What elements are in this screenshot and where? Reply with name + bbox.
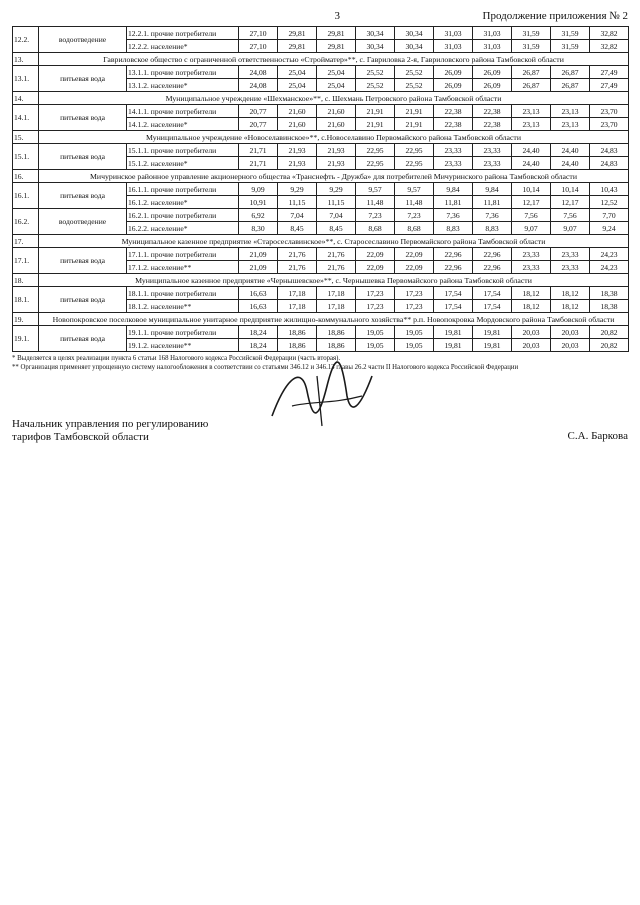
tariff-value: 22,38 — [473, 105, 512, 118]
tariff-value: 22,09 — [395, 248, 434, 261]
tariff-value: 31,59 — [551, 40, 590, 53]
tariff-value: 32,82 — [590, 27, 629, 40]
consumer-category: 18.1.2. население** — [127, 300, 239, 313]
service-type: питьевая вода — [39, 248, 127, 274]
tariff-value: 16,63 — [239, 300, 278, 313]
tariff-value: 21,60 — [278, 118, 317, 131]
tariff-value: 30,34 — [395, 27, 434, 40]
tariff-value: 21,91 — [395, 105, 434, 118]
tariff-value: 23,13 — [551, 105, 590, 118]
tariff-value: 19,81 — [473, 326, 512, 339]
tariff-value: 19,05 — [356, 339, 395, 352]
row-number: 14. — [13, 92, 39, 105]
tariff-value: 21,60 — [317, 118, 356, 131]
page-number: 3 — [334, 10, 341, 22]
tariff-value: 7,70 — [590, 209, 629, 222]
organization-title: Муниципальное казенное предприятие «Чернышевское»**, с. Чернышевка Первомайского района Тамбовской области — [39, 274, 629, 287]
tariff-value: 22,95 — [395, 144, 434, 157]
tariff-value: 22,95 — [356, 144, 395, 157]
tariff-value: 18,24 — [239, 339, 278, 352]
tariff-value: 19,81 — [434, 326, 473, 339]
tariff-value: 17,18 — [317, 287, 356, 300]
row-number: 16.2. — [13, 209, 39, 235]
tariff-value: 25,04 — [278, 79, 317, 92]
tariff-value: 18,24 — [239, 326, 278, 339]
service-type: питьевая вода — [39, 144, 127, 170]
tariff-value: 9,09 — [239, 183, 278, 196]
tariff-value: 17,54 — [473, 300, 512, 313]
signer-title-line-2: тарифов Тамбовской области — [12, 431, 149, 443]
tariff-value: 24,40 — [512, 144, 551, 157]
row-number: 15.1. — [13, 144, 39, 170]
tariff-value: 17,18 — [278, 300, 317, 313]
tariff-value: 22,96 — [434, 261, 473, 274]
tariff-value: 18,12 — [551, 300, 590, 313]
tariff-value: 9,57 — [356, 183, 395, 196]
row-number: 14.1. — [13, 105, 39, 131]
tariff-value: 31,59 — [512, 40, 551, 53]
tariff-value: 11,15 — [278, 196, 317, 209]
service-type: питьевая вода — [39, 66, 127, 92]
table-row — [13, 27, 629, 40]
tariff-value: 11,81 — [434, 196, 473, 209]
tariff-value: 23,33 — [551, 248, 590, 261]
tariff-value: 20,77 — [239, 105, 278, 118]
tariff-value: 20,03 — [551, 339, 590, 352]
tariff-value: 10,14 — [512, 183, 551, 196]
tariff-value: 27,10 — [239, 40, 278, 53]
organization-title: Новопокровское поселковое муниципальное унитарное предприятие жилищно-коммунального хозяйства** р.п. Новопокровка Мордовского района Тамбовской области — [39, 313, 629, 326]
tariff-value: 18,12 — [512, 287, 551, 300]
consumer-category: 13.1.2. население* — [127, 79, 239, 92]
tariff-value: 22,38 — [434, 118, 473, 131]
tariff-value: 23,13 — [512, 105, 551, 118]
table-row — [13, 287, 629, 300]
tariff-value: 31,59 — [512, 27, 551, 40]
tariff-value: 22,09 — [395, 261, 434, 274]
row-number: 19. — [13, 313, 39, 326]
tariff-value: 31,03 — [434, 40, 473, 53]
tariff-value: 19,05 — [395, 326, 434, 339]
tariff-value: 21,09 — [239, 261, 278, 274]
tariff-value: 21,71 — [239, 157, 278, 170]
consumer-category: 19.1.1. прочие потребители — [127, 326, 239, 339]
service-type: питьевая вода — [39, 326, 127, 352]
organization-title: Мичуринское районное управление акционерного общества «Транснефть - Дружба» для потребителей Мичуринского района Тамбовской области — [39, 170, 629, 183]
consumer-category: 12.2.1. прочие потребители — [127, 27, 239, 40]
tariff-value: 30,34 — [356, 27, 395, 40]
tariff-value: 23,33 — [512, 248, 551, 261]
tariff-value: 20,03 — [512, 326, 551, 339]
tariff-value: 25,04 — [278, 66, 317, 79]
tariff-value: 10,91 — [239, 196, 278, 209]
tariff-value: 25,52 — [356, 66, 395, 79]
tariff-value: 22,09 — [356, 261, 395, 274]
tariff-value: 8,30 — [239, 222, 278, 235]
tariff-value: 17,18 — [278, 287, 317, 300]
tariff-table — [12, 26, 629, 352]
tariff-value: 11,15 — [317, 196, 356, 209]
tariff-value: 17,54 — [473, 287, 512, 300]
tariff-value: 26,87 — [551, 79, 590, 92]
tariff-value: 24,40 — [551, 157, 590, 170]
footnote-1: * Выделяется в целях реализации пункта 6 статьи 168 Налогового кодекса Российской Федерации (часть вторая). — [12, 355, 341, 362]
tariff-value: 25,52 — [395, 66, 434, 79]
tariff-value: 26,87 — [512, 79, 551, 92]
signer-name: С.А. Баркова — [567, 430, 628, 442]
consumer-category: 15.1.1. прочие потребители — [127, 144, 239, 157]
tariff-value: 20,82 — [590, 326, 629, 339]
tariff-value: 9,29 — [278, 183, 317, 196]
tariff-value: 20,03 — [551, 326, 590, 339]
tariff-value: 25,04 — [317, 66, 356, 79]
tariff-value: 7,56 — [551, 209, 590, 222]
organization-title: Муниципальное казенное предприятие «Старосеславинское»**, с. Старосеславино Первомайского района Тамбовской области — [39, 235, 629, 248]
signer-title-line-1: Начальник управления по регулированию — [12, 418, 209, 430]
consumer-category: 19.1.2. население** — [127, 339, 239, 352]
tariff-value: 25,52 — [395, 79, 434, 92]
section-row — [13, 170, 629, 183]
consumer-category: 16.1.1. прочие потребители — [127, 183, 239, 196]
tariff-value: 30,34 — [395, 40, 434, 53]
row-number: 17.1. — [13, 248, 39, 274]
organization-title: Муниципальное учреждение «Новоселавинское»**, с.Новоселавино Первомайского района Тамбовской области — [39, 131, 629, 144]
tariff-value: 9,07 — [512, 222, 551, 235]
consumer-category: 13.1.1. прочие потребители — [127, 66, 239, 79]
tariff-value: 32,82 — [590, 40, 629, 53]
page-header — [12, 10, 628, 22]
tariff-value: 8,68 — [356, 222, 395, 235]
tariff-value: 18,86 — [278, 326, 317, 339]
tariff-value: 8,83 — [473, 222, 512, 235]
tariff-value: 21,60 — [278, 105, 317, 118]
tariff-table-body — [13, 27, 629, 352]
tariff-value: 21,71 — [239, 144, 278, 157]
tariff-value: 16,63 — [239, 287, 278, 300]
footnote-2: ** Организация применяет упрощенную систему налогообложения в соответствии со статьями 346.12 и 346.13 главы 26.2 части II Налогового кодекса Российской Федерации — [12, 363, 519, 371]
tariff-value: 29,81 — [317, 40, 356, 53]
tariff-value: 22,95 — [356, 157, 395, 170]
tariff-value: 8,83 — [434, 222, 473, 235]
tariff-value: 23,33 — [473, 144, 512, 157]
table-row — [13, 66, 629, 79]
row-number: 19.1. — [13, 326, 39, 352]
tariff-value: 24,83 — [590, 157, 629, 170]
table-row — [13, 183, 629, 196]
tariff-value: 21,76 — [317, 248, 356, 261]
row-number: 18. — [13, 274, 39, 287]
consumer-category: 17.1.1. прочие потребители — [127, 248, 239, 261]
tariff-value: 11,48 — [356, 196, 395, 209]
tariff-value: 29,81 — [317, 27, 356, 40]
tariff-value: 21,93 — [278, 144, 317, 157]
table-row — [13, 326, 629, 339]
tariff-value: 7,23 — [395, 209, 434, 222]
row-number: 12.2. — [13, 27, 39, 53]
tariff-value: 12,17 — [551, 196, 590, 209]
tariff-value: 23,70 — [590, 118, 629, 131]
tariff-value: 24,23 — [590, 248, 629, 261]
tariff-value: 9,24 — [590, 222, 629, 235]
tariff-value: 7,04 — [317, 209, 356, 222]
tariff-value: 30,34 — [356, 40, 395, 53]
tariff-value: 23,13 — [551, 118, 590, 131]
tariff-value: 8,45 — [278, 222, 317, 235]
table-row — [13, 248, 629, 261]
tariff-value: 18,86 — [278, 339, 317, 352]
tariff-value: 19,81 — [434, 339, 473, 352]
organization-title: Муниципальное учреждение «Шехманское»**, с. Шехмань Петровского района Тамбовской области — [39, 92, 629, 105]
tariff-value: 31,03 — [473, 40, 512, 53]
tariff-value: 18,86 — [317, 339, 356, 352]
signer-title — [12, 418, 208, 444]
row-number: 16.1. — [13, 183, 39, 209]
consumer-category: 18.1.1. прочие потребители — [127, 287, 239, 300]
tariff-value: 22,38 — [473, 118, 512, 131]
section-row — [13, 131, 629, 144]
tariff-value: 17,54 — [434, 287, 473, 300]
tariff-value: 9,84 — [434, 183, 473, 196]
signature-block — [12, 384, 628, 444]
tariff-value: 26,09 — [434, 66, 473, 79]
table-row — [13, 105, 629, 118]
row-number: 13.1. — [13, 66, 39, 92]
tariff-value: 17,18 — [317, 300, 356, 313]
tariff-value: 19,05 — [395, 339, 434, 352]
tariff-value: 18,86 — [317, 326, 356, 339]
continuation-label: Продолжение приложения № 2 — [482, 10, 628, 22]
tariff-value: 18,38 — [590, 287, 629, 300]
tariff-value: 11,48 — [395, 196, 434, 209]
tariff-value: 24,08 — [239, 79, 278, 92]
service-type: водоотведение — [39, 27, 127, 53]
tariff-value: 26,09 — [473, 66, 512, 79]
section-row — [13, 92, 629, 105]
section-row — [13, 313, 629, 326]
tariff-value: 20,82 — [590, 339, 629, 352]
tariff-value: 21,93 — [317, 144, 356, 157]
tariff-value: 20,03 — [512, 339, 551, 352]
tariff-value: 21,91 — [356, 105, 395, 118]
row-number: 16. — [13, 170, 39, 183]
consumer-category: 16.1.2. население* — [127, 196, 239, 209]
tariff-value: 18,38 — [590, 300, 629, 313]
tariff-value: 12,52 — [590, 196, 629, 209]
tariff-value: 18,12 — [512, 300, 551, 313]
service-type: питьевая вода — [39, 183, 127, 209]
tariff-value: 29,81 — [278, 40, 317, 53]
tariff-value: 7,04 — [278, 209, 317, 222]
table-row — [13, 144, 629, 157]
tariff-value: 31,03 — [434, 27, 473, 40]
tariff-value: 17,23 — [395, 300, 434, 313]
tariff-value: 10,43 — [590, 183, 629, 196]
tariff-value: 10,14 — [551, 183, 590, 196]
tariff-value: 9,07 — [551, 222, 590, 235]
tariff-value: 9,57 — [395, 183, 434, 196]
row-number: 13. — [13, 53, 39, 66]
tariff-value: 11,81 — [473, 196, 512, 209]
tariff-value: 21,60 — [317, 105, 356, 118]
tariff-value: 18,12 — [551, 287, 590, 300]
tariff-value: 24,40 — [551, 144, 590, 157]
tariff-value: 8,68 — [395, 222, 434, 235]
tariff-value: 22,96 — [434, 248, 473, 261]
handwritten-signature-icon — [262, 356, 382, 436]
tariff-value: 9,29 — [317, 183, 356, 196]
tariff-value: 17,54 — [434, 300, 473, 313]
tariff-value: 21,76 — [317, 261, 356, 274]
tariff-value: 26,87 — [551, 66, 590, 79]
tariff-value: 22,96 — [473, 261, 512, 274]
consumer-category: 15.1.2. население* — [127, 157, 239, 170]
section-row — [13, 274, 629, 287]
service-type: питьевая вода — [39, 105, 127, 131]
tariff-value: 23,33 — [434, 157, 473, 170]
section-row — [13, 235, 629, 248]
tariff-value: 23,13 — [512, 118, 551, 131]
service-type: водоотведение — [39, 209, 127, 235]
tariff-value: 20,77 — [239, 118, 278, 131]
consumer-category: 12.2.2. население* — [127, 40, 239, 53]
tariff-value: 17,23 — [395, 287, 434, 300]
tariff-value: 21,09 — [239, 248, 278, 261]
tariff-value: 21,76 — [278, 248, 317, 261]
tariff-value: 21,91 — [356, 118, 395, 131]
tariff-value: 19,05 — [356, 326, 395, 339]
tariff-value: 31,59 — [551, 27, 590, 40]
tariff-value: 23,70 — [590, 105, 629, 118]
tariff-value: 12,17 — [512, 196, 551, 209]
table-row — [13, 209, 629, 222]
tariff-value: 7,36 — [473, 209, 512, 222]
service-type: питьевая вода — [39, 287, 127, 313]
tariff-value: 22,38 — [434, 105, 473, 118]
tariff-value: 24,40 — [512, 157, 551, 170]
row-number: 15. — [13, 131, 39, 144]
tariff-value: 23,33 — [512, 261, 551, 274]
tariff-value: 22,96 — [473, 248, 512, 261]
tariff-value: 21,93 — [317, 157, 356, 170]
consumer-category: 14.1.1. прочие потребители — [127, 105, 239, 118]
tariff-value: 25,04 — [317, 79, 356, 92]
tariff-value: 27,49 — [590, 66, 629, 79]
tariff-value: 6,92 — [239, 209, 278, 222]
tariff-value: 24,23 — [590, 261, 629, 274]
tariff-value: 19,81 — [473, 339, 512, 352]
tariff-value: 27,10 — [239, 27, 278, 40]
consumer-category: 17.1.2. население** — [127, 261, 239, 274]
row-number: 18.1. — [13, 287, 39, 313]
tariff-value: 7,36 — [434, 209, 473, 222]
tariff-value: 23,33 — [434, 144, 473, 157]
tariff-value: 23,33 — [551, 261, 590, 274]
consumer-category: 14.1.2. население* — [127, 118, 239, 131]
tariff-value: 22,95 — [395, 157, 434, 170]
tariff-value: 9,84 — [473, 183, 512, 196]
tariff-value: 26,09 — [473, 79, 512, 92]
tariff-value: 26,87 — [512, 66, 551, 79]
row-number: 17. — [13, 235, 39, 248]
section-row — [13, 53, 629, 66]
tariff-value: 27,49 — [590, 79, 629, 92]
tariff-value: 25,52 — [356, 79, 395, 92]
tariff-value: 31,03 — [473, 27, 512, 40]
tariff-value: 21,93 — [278, 157, 317, 170]
tariff-value: 21,91 — [395, 118, 434, 131]
tariff-value: 7,23 — [356, 209, 395, 222]
consumer-category: 16.2.2. население* — [127, 222, 239, 235]
consumer-category: 16.2.1. прочие потребители — [127, 209, 239, 222]
tariff-value: 24,83 — [590, 144, 629, 157]
tariff-value: 21,76 — [278, 261, 317, 274]
tariff-value: 17,23 — [356, 287, 395, 300]
tariff-value: 17,23 — [356, 300, 395, 313]
tariff-value: 23,33 — [473, 157, 512, 170]
tariff-value: 22,09 — [356, 248, 395, 261]
tariff-value: 7,56 — [512, 209, 551, 222]
organization-title: Гавриловское общество с ограниченной ответственностью «Стройматер»**, с. Гавриловка 2-я, Гавриловского района Тамбовской области — [39, 53, 629, 66]
tariff-value: 26,09 — [434, 79, 473, 92]
tariff-value: 8,45 — [317, 222, 356, 235]
tariff-value: 24,08 — [239, 66, 278, 79]
tariff-value: 29,81 — [278, 27, 317, 40]
